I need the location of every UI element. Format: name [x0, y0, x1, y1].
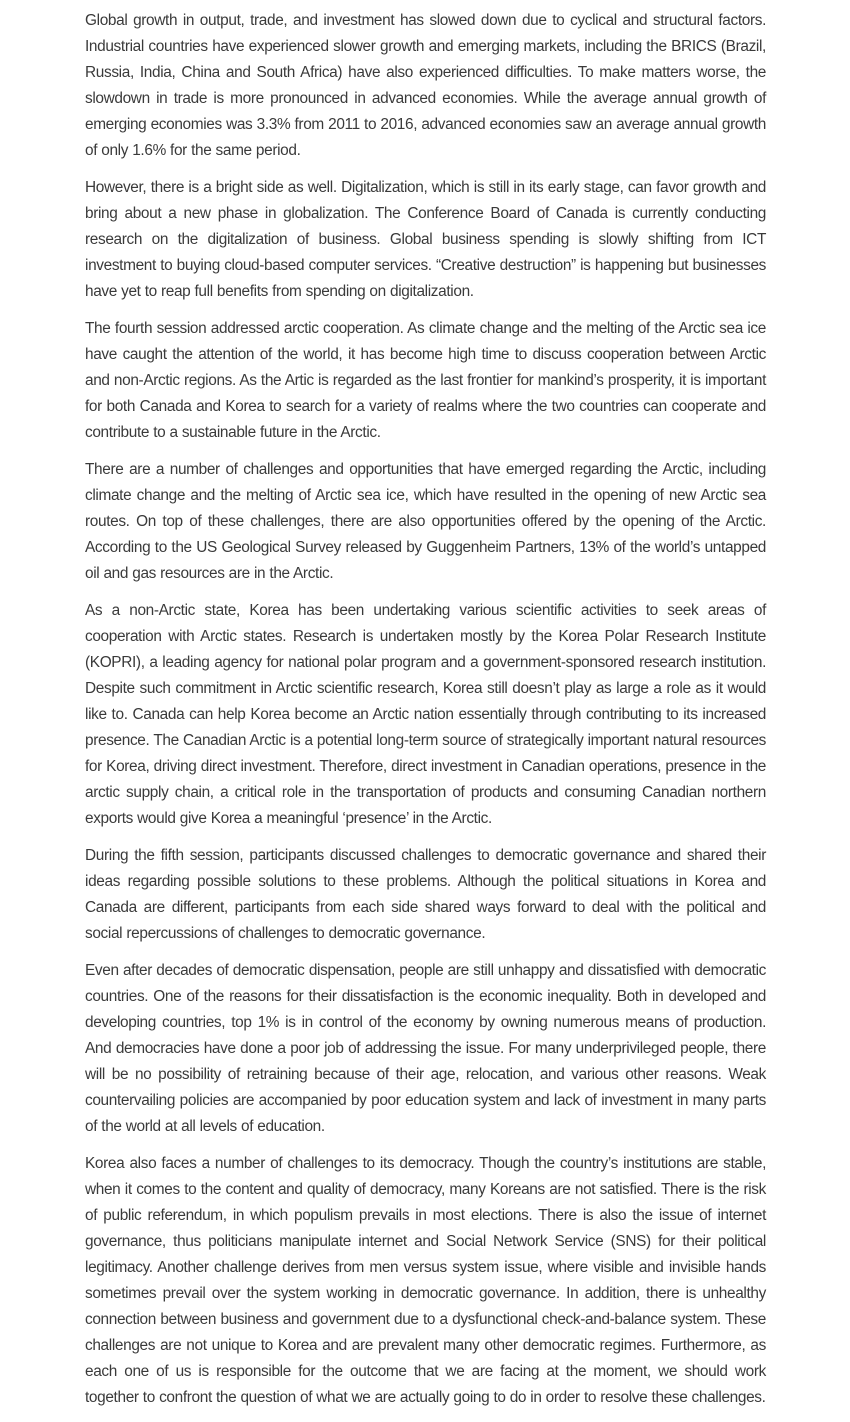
paragraph-arctic-session: The fourth session addressed arctic cooperation. As climate change and the melting of the Arctic sea ice have caught the attention of the world, it has become high time to discuss cooperation between Arctic and non-Arctic regions. As the Artic is regarded as the last frontier for mankind’s prosperity, it is important for both Canada and Korea to search for a variety of realms where the two countries can cooperate and contribute to a sustainable future in the Arctic. [85, 320, 766, 441]
paragraph-korea-arctic: As a non-Arctic state, Korea has been undertaking various scientific activities to seek areas of cooperation with Arctic states. Research is undertaken mostly by the Korea Polar Research Institute (KOPRI), a leading agency for national polar program and a government-sponsored research institution. Despite such commitment in Arctic scientific research, Korea still doesn’t play as large a role as it would like to. Canada can help Korea become an Arctic nation essentially through contributing to its increased presence. The Canadian Arctic is a potential long-term source of strategically important natural resources for Korea, driving direct investment. Therefore, direct investment in Canadian operations, presence in the arctic supply chain, a critical role in the transportation of products and consuming Canadian northern exports would give Korea a meaningful ‘presence’ in the Arctic. [85, 602, 766, 827]
paragraph-korea-democracy: Korea also faces a number of challenges to its democracy. Though the country’s institutions are stable, when it comes to the content and quality of democracy, many Koreans are not satisfied. There is the risk of public referendum, in which populism prevails in most elections. There is also the issue of internet governance, thus politicians manipulate internet and Social Network Service (SNS) for their political legitimacy. Another challenge derives from men versus system issue, where visible and invisible hands sometimes prevail over the system working in democratic governance. In addition, there is unhealthy connection between business and government due to a dysfunctional check-and-balance system. These challenges are not unique to Korea and are prevalent many other democratic regimes. Furthermore, as each one of us is responsible for the outcome that we are facing at the moment, we should work together to confront the question of what we are actually going to do in order to resolve these challenges. [85, 1155, 766, 1406]
paragraph-arctic-challenges: There are a number of challenges and opportunities that have emerged regarding the Arctic, including climate change and the melting of Arctic sea ice, which have resulted in the opening of new Arctic sea routes. On top of these challenges, there are also opportunities offered by the opening of the Arctic. According to the US Geological Survey released by Guggenheim Partners, 13% of the world’s untapped oil and gas resources are in the Arctic. [85, 461, 766, 582]
paragraph-global-growth: Global growth in output, trade, and investment has slowed down due to cyclical and structural factors. Industrial countries have experienced slower growth and emerging markets, including the BRICS (Brazil, Russia, India, China and South Africa) have also experienced difficulties. To make matters worse, the slowdown in trade is more pronounced in advanced economies. While the average annual growth of emerging economies was 3.3% from 2011 to 2016, advanced economies saw an average annual growth of only 1.6% for the same period. [85, 12, 766, 159]
document-page [85, 8, 766, 1422]
paragraph-democratic-dissatisfaction: Even after decades of democratic dispensation, people are still unhappy and dissatisfied with democratic countries. One of the reasons for their dissatisfaction is the economic inequality. Both in developed and developing countries, top 1% is in control of the economy by owning numerous means of production. And democracies have done a poor job of addressing the issue. For many underprivileged people, there will be no possibility of retraining because of their age, relocation, and various other reasons. Weak countervailing policies are accompanied by poor education system and lack of investment in many parts of the world at all levels of education. [85, 962, 766, 1135]
paragraph-digitalization: However, there is a bright side as well. Digitalization, which is still in its early stage, can favor growth and bring about a new phase in globalization. The Conference Board of Canada is currently conducting research on the digitalization of business. Global business spending is slowly shifting from ICT investment to buying cloud-based computer services. “Creative destruction” is happening but businesses have yet to reap full benefits from spending on digitalization. [85, 179, 766, 300]
paragraph-fifth-session: During the fifth session, participants discussed challenges to democratic governance and shared their ideas regarding possible solutions to these problems. Although the political situations in Korea and Canada are different, participants from each side shared ways forward to deal with the political and social repercussions of challenges to democratic governance. [85, 847, 766, 942]
